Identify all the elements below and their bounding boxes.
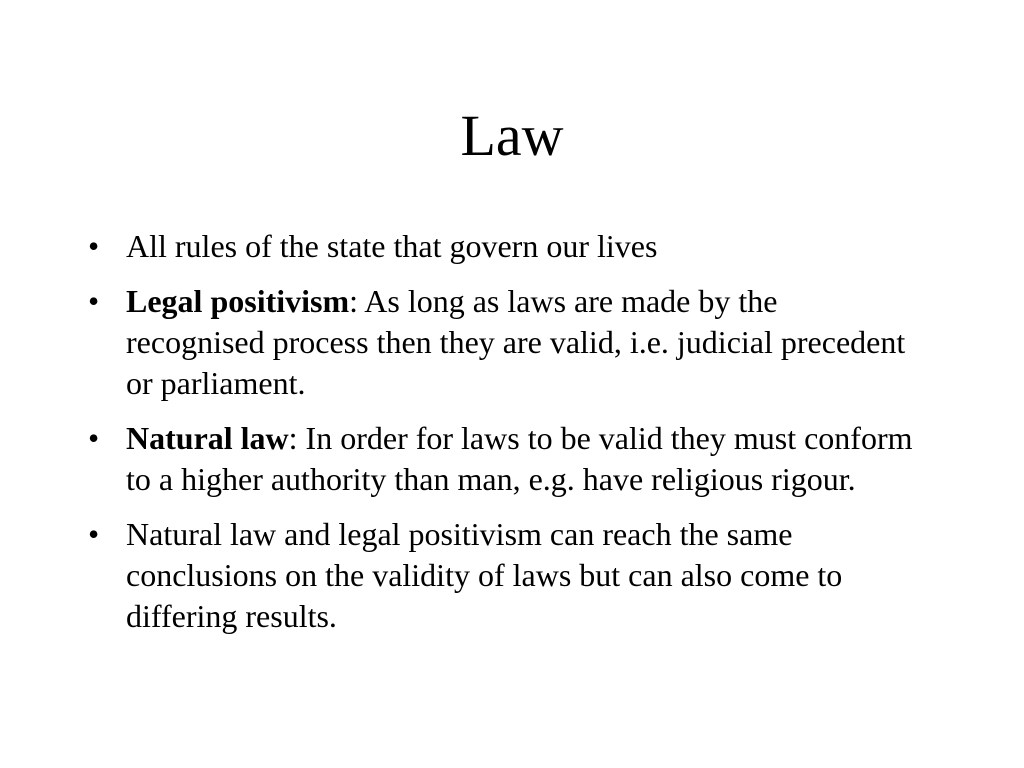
bullet-text: All rules of the state that govern our lives — [126, 228, 658, 264]
bullet-list — [84, 226, 924, 651]
bullet-text: : As long as laws are made by the recognised process then they are valid, i.e. judicial precedent or parliament. — [126, 283, 906, 401]
bullet-item — [84, 226, 924, 267]
bullet-dot-icon: • — [88, 228, 100, 264]
bullet-item — [84, 418, 924, 500]
bullet-dot-icon: • — [88, 283, 100, 319]
bullet-item — [84, 281, 924, 404]
bullet-dot-icon: • — [88, 420, 100, 456]
bullet-text: Natural law and legal positivism can reach the same conclusions on the validity of laws but can also come to differing results. — [126, 516, 843, 634]
bullet-dot-icon: • — [88, 516, 100, 552]
bullet-text: : In order for laws to be valid they must conform to a higher authority than man, e.g. have religious rigour. — [126, 420, 913, 497]
bullet-item — [84, 514, 924, 637]
bullet-term: Natural law — [126, 420, 289, 456]
bullet-term: Legal positivism — [126, 283, 350, 319]
slide-title: Law — [460, 103, 564, 168]
